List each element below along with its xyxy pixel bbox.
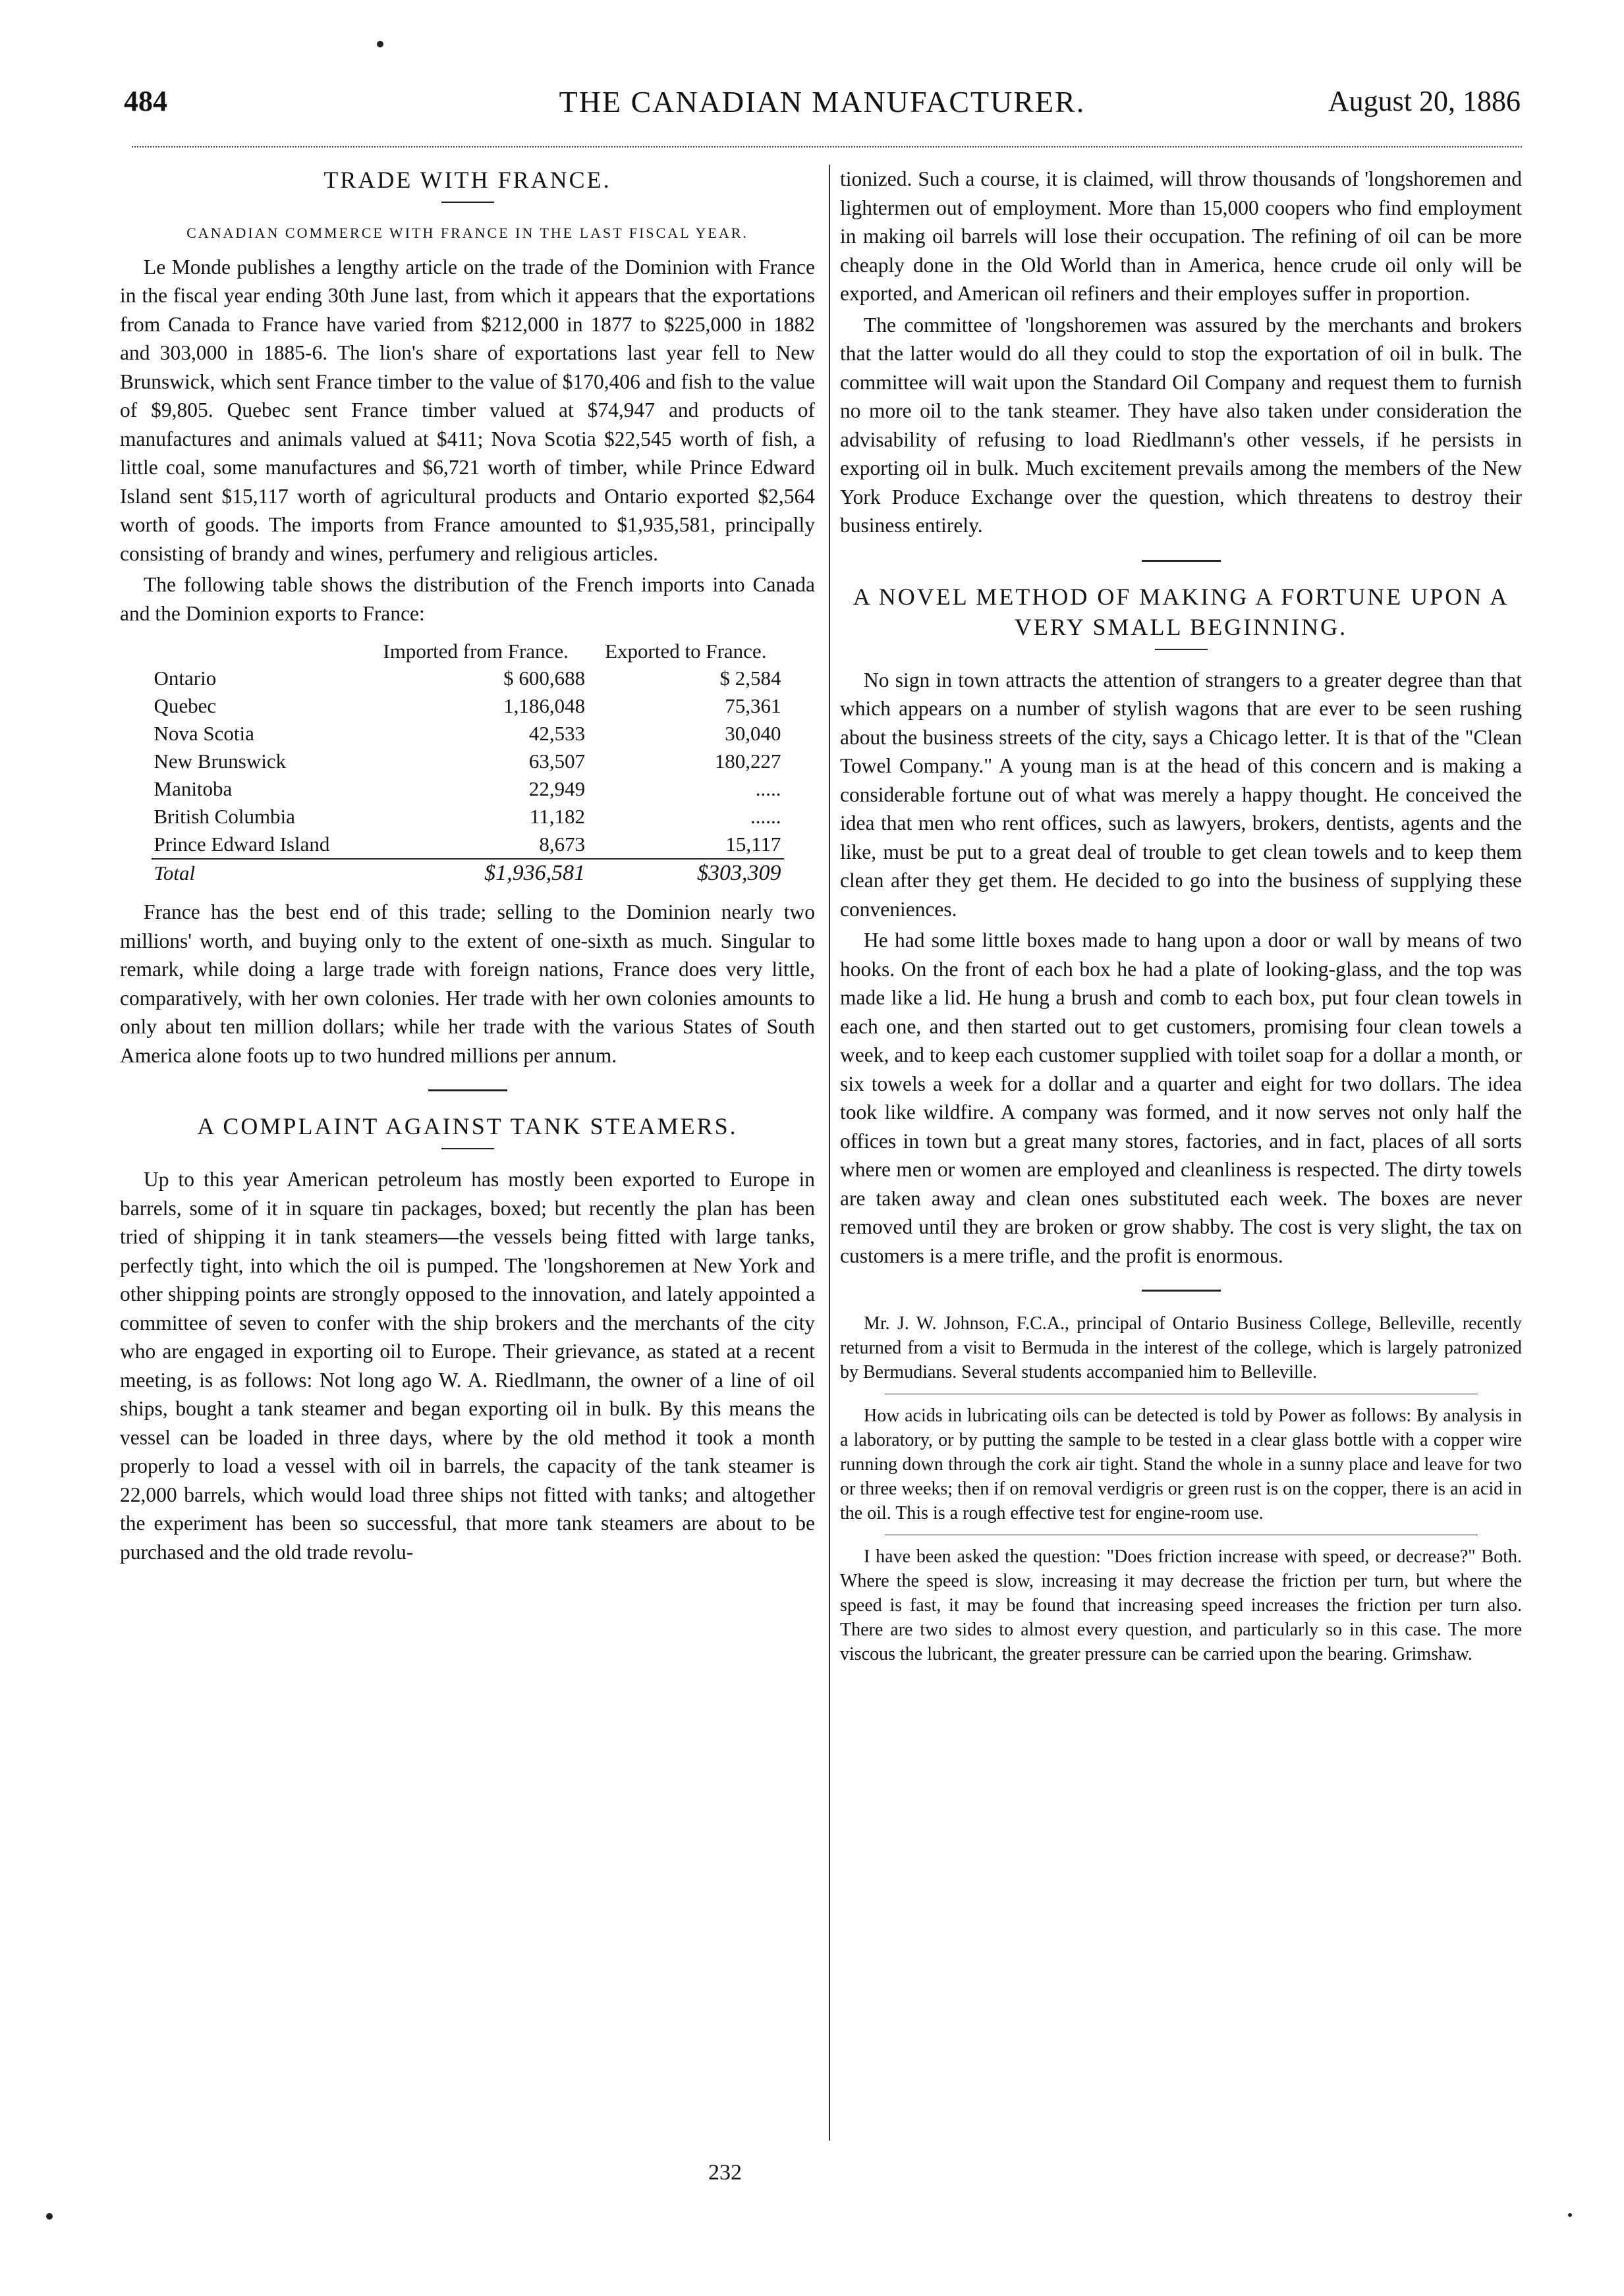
total-label: Total (152, 859, 364, 887)
province-name: British Columbia (154, 805, 295, 828)
province-name: Ontario (154, 667, 217, 690)
imported-value: 22,949 (528, 777, 586, 800)
table-row (152, 665, 784, 692)
table-header-row (152, 638, 784, 665)
exported-value: 30,040 (725, 722, 781, 745)
province-name: Prince Edward Island (154, 833, 330, 856)
paragraph: Le Monde publishes a lengthy article on the trade of the Dominion with France in the fiscal year ending 30th June last, from which it appears that the exportations from Canada to France have varied from $212,000 in 1877 to $225,000 in 1882 and 303,000 in 1885-6. The lion's share of exportations last year fell to New Brunswick, which sent France timber to the value of $170,406 and fish to the value of $9,805. Quebec sent France timber valued at $74,947 and products of manufactures and animals valued at $411; Nova Scotia $22,545 worth of fish, a little coal, some manufactures and $6,721 worth of timber, while Prince Edward Island sent $15,117 worth of agricultural products and Ontario exported $2,564 worth of goods. The imports from France amounted to $1,935,581, principally consisting of brandy and wines, perfumery and religious articles. (120, 255, 815, 565)
exported-value: $ 2,584 (719, 667, 781, 690)
header-rule (132, 146, 1522, 148)
imported-value: 8,673 (539, 833, 586, 856)
total-imported: $1,936,581 (364, 859, 588, 887)
table-header-exported: Exported to France. (605, 640, 767, 663)
page-number: 484 (124, 85, 167, 117)
title-rule (1155, 649, 1208, 650)
article-title-tank-steamers: A COMPLAINT AGAINST TANK STEAMERS. (197, 1113, 738, 1139)
publication-title: THE CANADIAN MANUFACTURER. (559, 85, 1086, 119)
exported-value: 75,361 (725, 694, 781, 717)
imported-value: 63,507 (528, 750, 586, 773)
print-speck (46, 2213, 53, 2220)
table-row (152, 803, 784, 831)
province-name: Nova Scotia (154, 722, 254, 745)
section-rule (1142, 560, 1221, 562)
table-row (152, 831, 784, 859)
trade-table (152, 638, 784, 887)
right-column (840, 165, 1522, 1669)
folio-number: 232 (708, 2160, 742, 2185)
paragraph: No sign in town attracts the attention of strangers to a greater degree than that which appears on a number of stylish wagons that are ever to be seen rushing about the business streets of the city, says a Chicago letter. It is that of the "Clean Towel Company." A young man is at the head of this concern and is making a considerable fortune out of what was merely a happy thought. He conceived the idea that men who rent offices, such as lawyers, brokers, dentists, agents and the like, must be put to a great deal of trouble to get clean towels and to keep them clean after they get them. He decided to go into the business of supplying these conveniences. (840, 668, 1522, 921)
page-header (124, 84, 1521, 137)
article-title-novel-method: A NOVEL METHOD OF MAKING A FORTUNE UPON A VERY SMALL BEGINNING. (853, 583, 1509, 640)
table-row (152, 748, 784, 775)
table-row (152, 720, 784, 748)
title-rule (441, 1148, 494, 1149)
exported-value: 180,227 (714, 750, 781, 773)
note-acids: How acids in lubricating oils can be detected is told by Power as follows: By analysis in a laboratory, or by putting the sample to be tested in a clear glass bottle with a copper wire running down through the cork air tight. Stand the whole in a sunny place and leave for two or three weeks; then if on removal verdigris or green rust is on the copper, there is an acid in the oil. This is a rough effective test for engine-room use. (840, 1406, 1522, 1523)
imported-value: 1,186,048 (503, 694, 586, 717)
table-row (152, 692, 784, 720)
note-johnson: Mr. J. W. Johnson, F.C.A., principal of Ontario Business College, Belleville, recently returned from a visit to Bermuda in the interest of the college, which is largely patronized by Bermudians. Several students accompanied him to Belleville. (840, 1313, 1522, 1382)
left-column (120, 165, 815, 1569)
article-title-trade-with-france: TRADE WITH FRANCE. (323, 167, 611, 193)
title-rule (441, 202, 494, 203)
section-rule (1142, 1290, 1221, 1292)
paragraph: The following table shows the distribution of the French imports into Canada and the Dominion exports to France: (120, 573, 815, 625)
print-speck (377, 41, 383, 47)
province-name: Quebec (154, 694, 217, 717)
exported-value: 15,117 (725, 833, 781, 856)
province-name: Manitoba (154, 777, 233, 800)
column-divider (829, 165, 830, 2141)
table-row (152, 775, 784, 803)
table-header-province (152, 638, 364, 665)
issue-date: August 20, 1886 (1328, 85, 1521, 117)
province-name: New Brunswick (154, 750, 287, 773)
paragraph-continued: tionized. Such a course, it is claimed, will throw thousands of 'longshoremen and lightermen out of employment. More than 15,000 coopers who find employment in making oil barrels will lose their occupation. The refining of oil can be more cheaply done in the Old World than in America, hence crude oil only will be exported, and American oil refiners and their employes suffer in proportion. (840, 167, 1522, 305)
exported-value: ...... (750, 805, 781, 828)
table-total-row (152, 859, 784, 887)
imported-value: $ 600,688 (503, 667, 586, 690)
imported-value: 11,182 (529, 805, 586, 828)
exported-value: ..... (755, 777, 781, 800)
paragraph: He had some little boxes made to hang upon a door or wall by means of two hooks. On the front of each box he had a plate of looking-glass, and the top was made like a lid. He hung a brush and comb to each box, put four clean towels in each one, and then started out to get customers, promising four clean towels a week, and to keep each customer supplied with toilet soap for a dollar a month, or six towels a week for a dollar and a quarter and eight for two dollars. The idea took like wildfire. A company was formed, and it now serves not only half the offices in town but a great many stores, factories, and in fact, places of all sorts where men or women are employed and cleanliness is respected. The dirty towels are taken away and clean ones substituted each week. The boxes are never removed until they are broken or grow shabby. The cost is very slight, the tax on customers is a mere trifle, and the profit is enormous. (840, 929, 1522, 1267)
article-subtitle: CANADIAN COMMERCE WITH FRANCE IN THE LAST FISCAL YEAR. (186, 225, 748, 241)
note-friction: I have been asked the question: "Does friction increase with speed, or decrease?" Both. Where the speed is slow, increasing it may decrease the friction per turn, but where the speed is fast, it may be found that increasing speed increases the friction per turn also. There are two sides to almost every question, and particularly so in this case. The more viscous the lubricant, the greater pressure can be carried upon the bearing. Grimshaw. (840, 1546, 1522, 1664)
table-header-imported: Imported from France. (383, 640, 569, 663)
paragraph: France has the best end of this trade; selling to the Dominion nearly two millions' worth, and buying only to the extent of one-sixth as much. Singular to remark, while doing a large trade with foreign nations, France does very little, comparatively, with her own colonies. Her trade with her own colonies amounts to only about ten million dollars; while her trade with the various States of South America alone foots up to two hundred millions per annum. (120, 900, 815, 1067)
paragraph: Up to this year American petroleum has mostly been exported to Europe in barrels, some of it in square tin packages, boxed; but recently the plan has been tried of shipping it in tank steamers—the vessels being fitted with large tanks, perfectly tight, into which the oil is pumped. The 'longshoremen at New York and other shipping points are strongly opposed to the innovation, and lately appointed a committee of seven to confer with the ship brokers and the merchants of the city who are engaged in exporting oil to Europe. Their grievance, as stated at a recent meeting, is as follows: Not long ago W. A. Riedlmann, the owner of a line of oil ships, bought a tank steamer and began exporting oil in bulk. By this means the vessel can be loaded in three days, where by the old method it took a month properly to load a vessel with oil in barrels, the capacity of the tank steamer is 22,000 barrels, which would load three ships not fitted with tanks; and altogether the experiment has been so successful, that more tank steamers are about to be purchased and the old trade revolu- (120, 1168, 815, 1564)
section-rule (428, 1089, 507, 1091)
print-speck (1568, 2213, 1572, 2217)
paragraph: The committee of 'longshoremen was assured by the merchants and brokers that the latter would do all they could to stop the exportation of oil in bulk. The committee will wait upon the Standard Oil Company and request them to furnish no more oil to the tank steamer. They have also taken under consideration the advisability of refusing to load Riedlmann's other vessels, if he persists in exporting oil in bulk. Much excitement prevails among the members of the New York Produce Exchange over the question, which threatens to destroy their business entirely. (840, 313, 1522, 537)
imported-value: 42,533 (528, 722, 586, 745)
total-exported: $303,309 (588, 859, 783, 887)
